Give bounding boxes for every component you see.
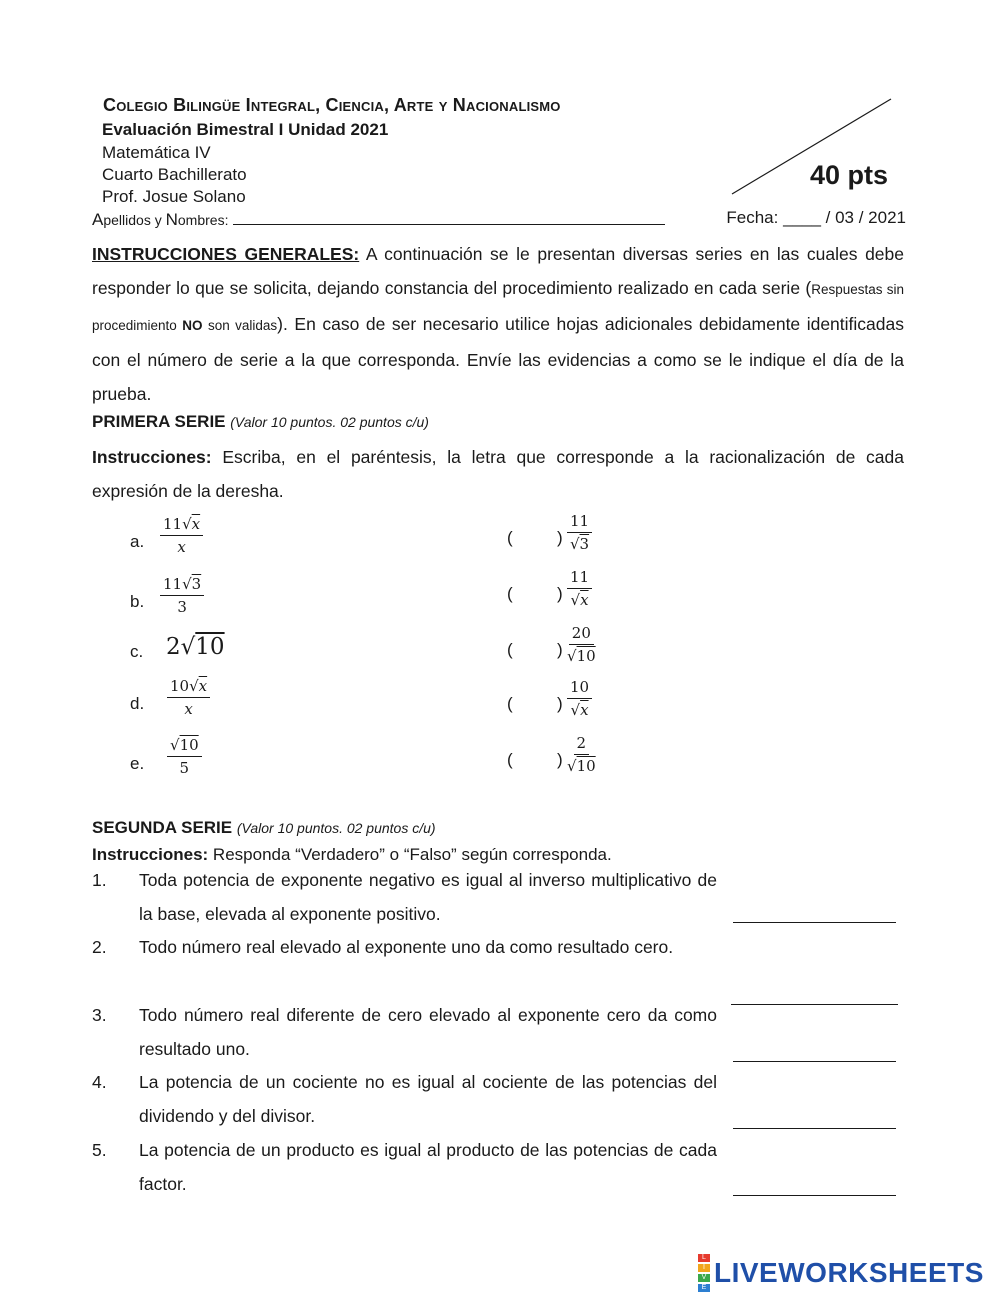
total-points: 40 pts [810,160,889,190]
school-name: Colegio Bilingüe Integral, Ciencia, Arte y Nacionalismo [103,95,561,115]
left-expr-e: $\frac{√10}{5}$ [167,736,202,777]
answer-paren-5[interactable]: ( [507,750,513,769]
answer-paren-4[interactable]: ( [507,694,513,713]
teacher: Prof. Josue Solano [102,187,246,206]
serie2-instructions: Instrucciones: Responda “Verdadero” o “Falso” según corresponda. [92,845,612,864]
option-letter: e. [130,754,145,773]
left-expr-a: $\frac{11√x}{x}$ [160,515,203,556]
left-expr-d: $\frac{10√x}{x}$ [167,677,210,718]
right-expr-5: $\frac{2}{√10}$ [567,734,596,775]
subject: Matemática IV [102,143,211,162]
liveworksheets-logo[interactable] [698,1254,984,1292]
answer-line-1[interactable] [733,922,896,923]
instructions-title: INSTRUCCIONES GENERALES: [92,244,360,264]
name-date-line [92,208,906,230]
name-label: Apellidos y Nombres: [92,210,229,229]
logo-squares-icon: L I V E [698,1254,710,1292]
date-label: Fecha: [726,208,779,227]
right-expr-1: $\frac{11}{√3}$ [567,512,592,553]
answer-line-5[interactable] [733,1195,896,1196]
answer-paren-2[interactable]: ( [507,584,513,603]
left-expr-b: $\frac{11√3}{3}$ [160,575,204,616]
answer-paren-1[interactable]: ( [507,528,513,547]
serie1-heading: PRIMERA SERIE (Valor 10 puntos. 02 puntos c/u) [92,412,429,431]
answer-line-4[interactable] [733,1128,896,1129]
exam-title: Evaluación Bimestral I Unidad 2021 [102,120,389,139]
grade: Cuarto Bachillerato [102,165,247,184]
question-5: 5. La potencia de un producto es igual al producto de las potencias de cada factor. [92,1140,717,1194]
right-expr-4: $\frac{10}{√x}$ [567,678,592,719]
date-value[interactable]: ____ / 03 / 2021 [783,208,906,227]
brand-text: LIVEWORKSHEETS [714,1257,984,1288]
right-expr-3: $\frac{20}{√10}$ [567,624,596,665]
general-instructions: INSTRUCCIONES GENERALES: A continuación se le presentan diversas series en las cuales debe responder lo que se solicita, dejando constancia del procedimiento realizado en cada serie (Respuestas sin procedimiento NO son validas). En caso de ser necesario utilice hojas adicionales debidamente identificadas con el número de serie a la que corresponda. Envíe las evidencias a como se le indique el día de la prueba. [92,244,904,404]
left-expr-c: 2√10 [166,634,225,660]
option-letter: d. [130,694,145,713]
option-letter: a. [130,532,145,551]
serie2-heading: SEGUNDA SERIE (Valor 10 puntos. 02 puntos c/u) [92,818,436,837]
question-3: 3. Todo número real diferente de cero elevado al exponente cero da como resultado uno. [92,1005,717,1059]
question-1: 1. Toda potencia de exponente negativo es igual al inverso multiplicativo de la base, elevada al exponente positivo. [92,870,717,924]
serie1-instructions: Instrucciones: Escriba, en el paréntesis, la letra que corresponde a la racionalización de cada expresión de la deresha. [92,447,904,501]
answer-line-3[interactable] [733,1061,896,1062]
question-4: 4. La potencia de un cociente no es igual al cociente de las potencias del dividendo y del divisor. [92,1072,717,1126]
option-letter: c. [130,642,144,661]
answer-paren-3[interactable]: ( [507,640,513,659]
name-field[interactable] [233,208,665,225]
option-letter: b. [130,592,145,611]
answer-line-2[interactable] [731,1004,898,1005]
right-expr-2: $\frac{11}{√x}$ [567,568,592,609]
question-2: 2. Todo número real elevado al exponente uno da como resultado cero. [92,937,674,957]
